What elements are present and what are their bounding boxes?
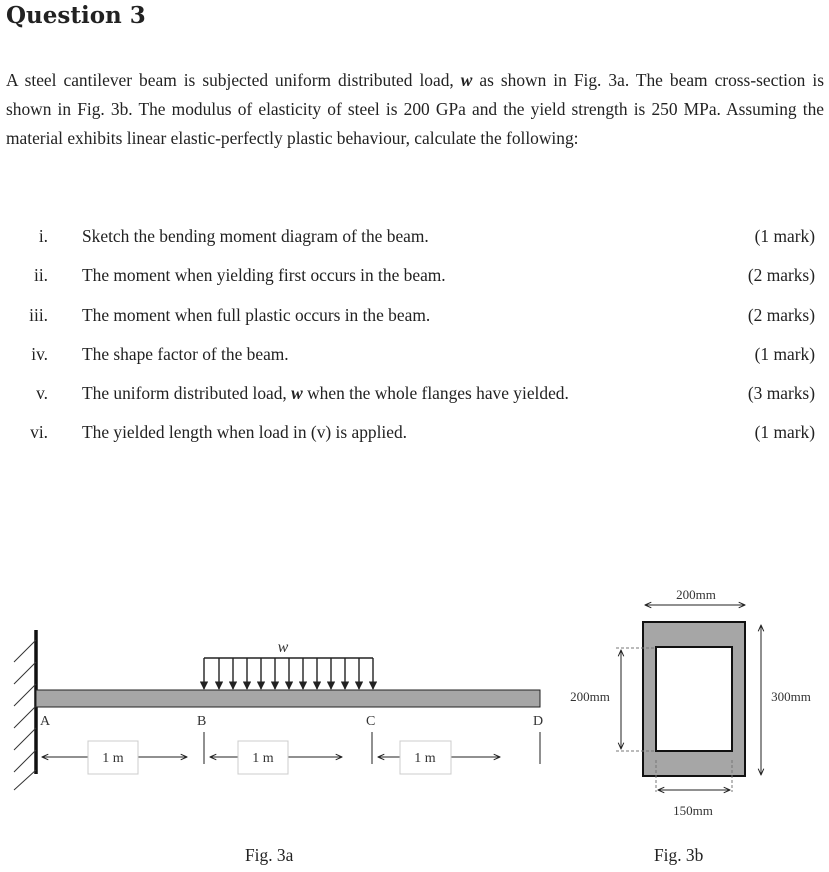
list-item bbox=[0, 226, 829, 256]
item-marks: (1 mark) bbox=[754, 344, 815, 364]
span-bc: 1 m bbox=[252, 751, 274, 766]
inner-hollow bbox=[656, 647, 732, 751]
point-d: D bbox=[533, 714, 544, 729]
list-item bbox=[0, 305, 829, 335]
item-marks: (3 marks) bbox=[747, 383, 815, 403]
item-text: The moment when yielding first occurs in the beam. bbox=[82, 265, 446, 285]
item-number: i. bbox=[38, 226, 48, 246]
list-item bbox=[0, 265, 829, 295]
item-marks: (2 marks) bbox=[747, 305, 815, 325]
item-text: The moment when full plastic occurs in the beam. bbox=[82, 305, 431, 325]
item-number: iv. bbox=[31, 344, 48, 364]
point-c: C bbox=[366, 714, 376, 729]
list-item bbox=[0, 383, 829, 413]
load-label: w bbox=[277, 639, 289, 656]
inner-width-label: 150mm bbox=[673, 803, 713, 818]
inner-height-label: 200mm bbox=[570, 689, 610, 704]
item-marks: (1 mark) bbox=[754, 226, 815, 246]
list-item bbox=[0, 344, 829, 374]
span-ab: 1 m bbox=[102, 751, 124, 766]
outer-width-label: 200mm bbox=[676, 587, 716, 602]
item-number: ii. bbox=[33, 265, 48, 285]
question-title: Question 3 bbox=[6, 2, 146, 29]
item-marks: (2 marks) bbox=[747, 265, 815, 285]
intro-text-2: as shown in Fig. 3a. The beam cross-section is shown in Fig. 3b. The modulus of elasticity of steel is 200 GPa and the yield strength is 250 MPa. Assuming the material exhibits linear elastic-perfectly plastic behaviour, calculate the following: bbox=[6, 70, 824, 148]
item-text: Sketch the bending moment diagram of the beam. bbox=[82, 226, 429, 246]
outer-height-label: 300mm bbox=[771, 689, 811, 704]
point-b: B bbox=[197, 714, 207, 729]
span-cd: 1 m bbox=[414, 751, 436, 766]
question-intro bbox=[6, 66, 824, 153]
figure-3a-cantilever-beam bbox=[0, 590, 560, 800]
item-text: The uniform distributed load, w when the whole flanges have yielded. bbox=[82, 383, 569, 403]
item-text: The shape factor of the beam. bbox=[82, 344, 289, 364]
list-item bbox=[0, 422, 829, 452]
distributed-load bbox=[204, 658, 373, 689]
figure-3b-cross-section bbox=[560, 580, 829, 820]
intro-text-1: A steel cantilever beam is subjected uniform distributed load, bbox=[6, 70, 461, 90]
figure-3b-caption: Fig. 3b bbox=[654, 845, 704, 865]
fixed-support bbox=[14, 630, 36, 790]
item-number: vi. bbox=[30, 422, 48, 442]
beam bbox=[36, 690, 540, 707]
point-a: A bbox=[40, 714, 51, 729]
figure-3a-caption: Fig. 3a bbox=[245, 845, 294, 865]
item-marks: (1 mark) bbox=[754, 422, 815, 442]
item-text: The yielded length when load in (v) is applied. bbox=[82, 422, 408, 442]
load-symbol: w bbox=[460, 70, 473, 90]
item-number: v. bbox=[36, 383, 48, 403]
item-number: iii. bbox=[29, 305, 48, 325]
